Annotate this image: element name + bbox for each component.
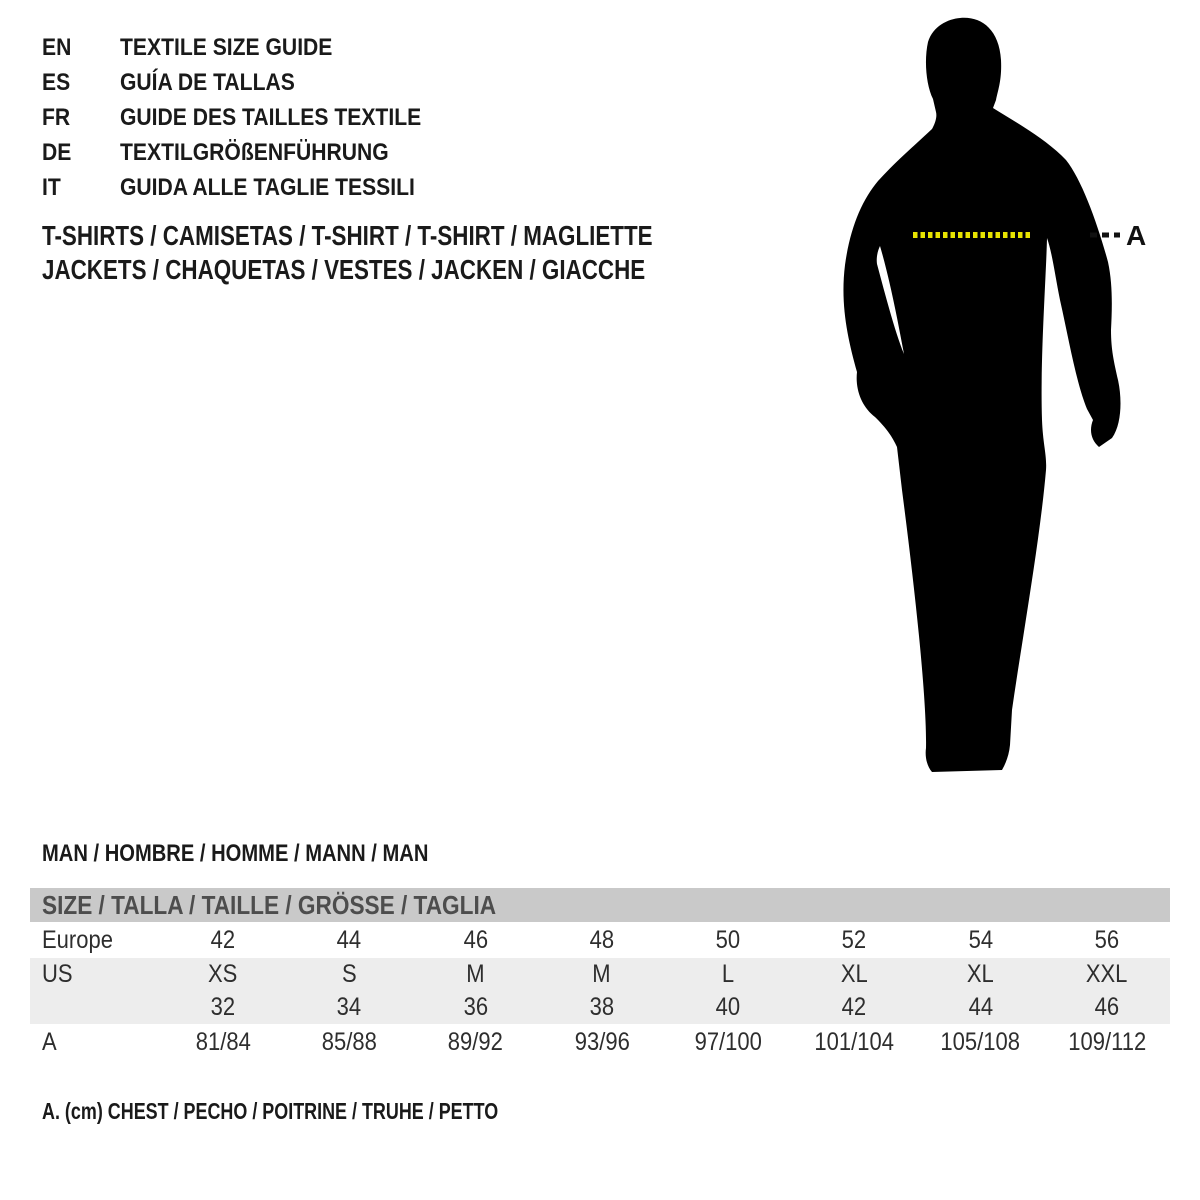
language-code: ES	[42, 69, 71, 96]
language-label: GUÍA DE TALLAS	[120, 69, 295, 96]
size-cell: 46	[1094, 992, 1120, 1021]
size-cell: XL	[840, 959, 868, 988]
row-label: A	[42, 1027, 57, 1056]
language-label: TEXTILGRÖßENFÜHRUNG	[120, 139, 389, 166]
size-cell: M	[466, 959, 485, 988]
size-cell: 52	[842, 925, 867, 954]
size-cell: 85/88	[321, 1027, 377, 1056]
table-row-us	[30, 958, 1170, 990]
language-label: GUIDA ALLE TAGLIE TESSILI	[120, 174, 415, 201]
language-code: IT	[42, 174, 61, 201]
size-cell: XL	[967, 959, 995, 988]
size-table	[30, 922, 1170, 1060]
size-cell: L	[722, 959, 735, 988]
language-row	[42, 65, 462, 100]
table-row-europe	[30, 922, 1170, 958]
size-cell: 97/100	[694, 1027, 762, 1056]
size-cell: M	[592, 959, 612, 988]
size-cell: 42	[210, 925, 236, 954]
table-row-chest	[30, 1024, 1170, 1060]
size-cell: 105/108	[940, 1027, 1021, 1056]
language-code: FR	[42, 104, 71, 131]
size-cell: 101/104	[814, 1027, 895, 1056]
language-row	[42, 135, 462, 170]
language-row	[42, 100, 462, 135]
size-cell: 40	[715, 992, 741, 1021]
size-cell: 89/92	[448, 1027, 504, 1056]
size-cell: 54	[968, 925, 993, 954]
category-block	[42, 219, 805, 287]
language-row	[42, 170, 462, 205]
man-silhouette	[843, 18, 1120, 772]
language-label: GUIDE DES TAILLES TEXTILE	[120, 104, 422, 131]
size-cell: 93/96	[574, 1027, 630, 1056]
language-code: DE	[42, 139, 72, 166]
row-label: US	[42, 959, 73, 988]
size-cell: XXL	[1086, 959, 1128, 988]
category-line-jackets: JACKETS / CHAQUETAS / VESTES / JACKEN / GIACCHE	[42, 254, 646, 285]
size-cell: 44	[968, 992, 993, 1021]
size-cell: 56	[1094, 925, 1120, 954]
size-cell: 44	[337, 925, 362, 954]
size-cell: 36	[463, 992, 488, 1021]
size-cell: S	[342, 959, 357, 988]
man-silhouette-figure	[800, 0, 1200, 800]
measure-label-a: A	[1126, 220, 1147, 251]
language-list	[42, 30, 462, 205]
size-cell: 81/84	[195, 1027, 251, 1056]
footer-legend: A. (cm) CHEST / PECHO / POITRINE / TRUHE / PETTO	[42, 1098, 499, 1124]
size-cell: 50	[715, 925, 741, 954]
language-label: TEXTILE SIZE GUIDE	[120, 34, 333, 61]
table-header-label: SIZE / TALLA / TAILLE / GRÖSSE / TAGLIA	[42, 890, 497, 920]
size-cell: 32	[210, 992, 236, 1021]
size-cell: 34	[337, 992, 362, 1021]
table-header-band	[30, 888, 1170, 922]
size-cell: 38	[589, 992, 615, 1021]
category-line-tshirts: T-SHIRTS / CAMISETAS / T-SHIRT / T-SHIRT / MAGLIETTE	[42, 220, 653, 251]
size-cell: 46	[463, 925, 488, 954]
table-row-numeric	[30, 990, 1170, 1024]
language-row	[42, 30, 462, 65]
size-cell: 109/112	[1067, 1027, 1146, 1056]
row-label: Europe	[42, 925, 113, 954]
size-cell: 42	[842, 992, 867, 1021]
size-cell: 48	[589, 925, 615, 954]
language-code: EN	[42, 34, 72, 61]
size-cell: XS	[208, 959, 238, 988]
section-title: MAN / HOMBRE / HOMME / MANN / MAN	[42, 840, 429, 867]
